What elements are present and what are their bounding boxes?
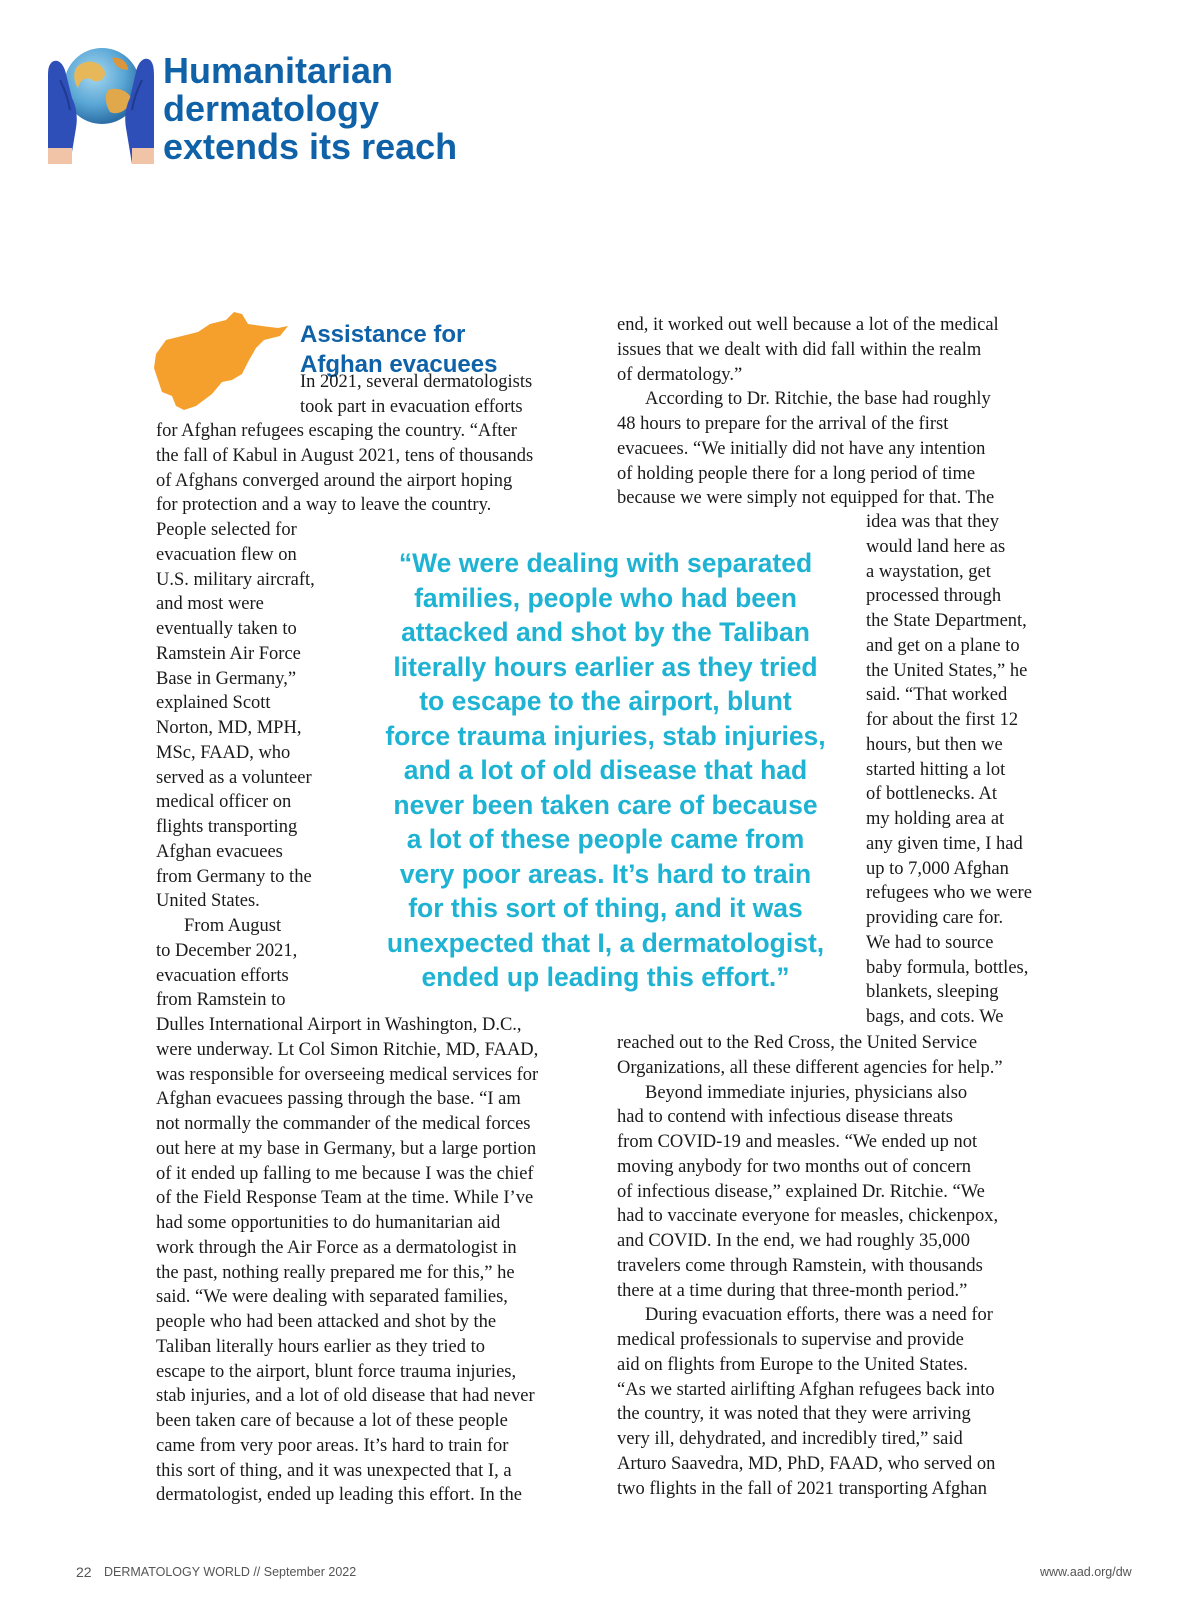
text-line: Taliban literally hours earlier as they tried to xyxy=(156,1336,486,1357)
text-line: would land here as xyxy=(866,536,1006,557)
text-line: of Afghans converged around the airport hoping xyxy=(156,470,513,491)
pull-quote-line: for this sort of thing, and it was xyxy=(408,893,803,923)
text-line: said. “We were dealing with separated families, xyxy=(156,1287,508,1308)
pull-quote-line: unexpected that I, a dermatologist, xyxy=(386,927,825,958)
text-line: stab injuries, and a lot of old disease that had never xyxy=(156,1386,535,1407)
text-line: up to 7,000 Afghan xyxy=(866,858,1009,879)
text-line: and most were xyxy=(156,594,264,615)
text-line: travelers come through Ramstein, with thousands xyxy=(617,1255,983,1276)
text-line: not normally the commander of the medical forces xyxy=(156,1114,531,1134)
text-line: were underway. Lt Col Simon Ritchie, MD, FAAD, xyxy=(156,1039,539,1060)
text-line: came from very poor areas. It’s hard to train for xyxy=(156,1435,509,1456)
pull-quote-line: a lot of these people came from xyxy=(406,824,805,854)
text-line: issues that we dealt with did fall within the realm xyxy=(617,339,982,360)
text-line: eventually taken to xyxy=(156,619,297,639)
text-line: had to vaccinate everyone for measles, chickenpox, xyxy=(617,1206,999,1227)
text-line: out here at my base in Germany, but a large portion xyxy=(156,1138,537,1159)
text-line: According to Dr. Ritchie, the base had roughly xyxy=(645,389,991,410)
text-line: had some opportunities to do humanitarian aid xyxy=(156,1213,501,1233)
globe-in-gloved-hands-icon xyxy=(48,40,154,164)
text-line: Beyond immediate injuries, physicians also xyxy=(645,1082,968,1103)
publication-info: DERMATOLOGY WORLD // September 2022 xyxy=(104,1565,357,1579)
text-line: for about the first 12 xyxy=(866,710,1019,730)
section-title-line: Afghan evacuees xyxy=(300,351,498,378)
text-line: Arturo Saavedra, MD, PhD, FAAD, who served on xyxy=(617,1453,996,1474)
text-line: this sort of thing, and it was unexpected that I, a xyxy=(156,1460,512,1481)
section-title-line: Assistance for xyxy=(300,321,466,348)
text-line: served as a volunteer xyxy=(156,767,312,788)
text-line: aid on flights from Europe to the United States. xyxy=(617,1354,968,1375)
text-line: Base in Germany,” xyxy=(156,668,297,689)
text-line: refugees who we were xyxy=(866,883,1032,904)
text-line: from COVID-19 and measles. “We ended up not xyxy=(617,1132,978,1152)
pull-quote-line: “We were dealing with separated xyxy=(398,548,813,578)
text-line: took part in evacuation efforts xyxy=(300,396,523,417)
text-line: the State Department, xyxy=(866,611,1027,631)
text-line: “As we started airlifting Afghan refugees back into xyxy=(617,1379,995,1400)
text-line: and COVID. In the end, we had roughly 35,000 xyxy=(617,1231,970,1251)
text-line: Organizations, all these different agencies for help.” xyxy=(617,1057,1003,1078)
text-line: In 2021, several dermatologists xyxy=(300,372,533,392)
pull-quote-line: literally hours earlier as they tried xyxy=(393,651,818,682)
headline-line: extends its reach xyxy=(163,126,458,167)
headline-line: dermatology xyxy=(163,88,380,129)
text-line: Ramstein Air Force xyxy=(156,643,301,664)
text-line: the past, nothing really prepared me for this,” he xyxy=(156,1262,515,1283)
pull-quote-line: and a lot of old disease that had xyxy=(403,755,808,785)
afghanistan-map-icon xyxy=(152,310,292,412)
text-line: dermatologist, ended up leading this effort. In the xyxy=(156,1485,522,1506)
text-line: hours, but then we xyxy=(866,734,1003,755)
text-line: baby formula, bottles, xyxy=(866,957,1029,978)
text-line: evacuation flew on xyxy=(156,544,297,565)
footer-url: www.aad.org/dw xyxy=(1040,1565,1132,1579)
text-line: very ill, dehydrated, and incredibly tired,” said xyxy=(617,1429,963,1449)
text-line: of infectious disease,” explained Dr. Ritchie. “We xyxy=(617,1181,985,1202)
pull-quote-line: to escape to the airport, blunt xyxy=(419,686,792,716)
text-line: of bottlenecks. At xyxy=(866,784,998,805)
text-line: had to contend with infectious disease threats xyxy=(617,1107,953,1128)
pull-quote-line: families, people who had been xyxy=(414,582,797,613)
text-line: of dermatology.” xyxy=(617,364,743,385)
text-line: from Ramstein to xyxy=(156,990,286,1011)
text-line: the country, it was noted that they were arriving xyxy=(617,1404,971,1425)
body-intro xyxy=(300,370,532,420)
pull-quote-line: attacked and shot by the Taliban xyxy=(401,617,810,647)
pull-quote xyxy=(368,546,843,995)
text-line: medical officer on xyxy=(156,792,292,813)
text-line: Norton, MD, MPH, xyxy=(156,718,302,738)
text-line: providing care for. xyxy=(866,908,1004,928)
text-line: Afghan evacuees passing through the base. “I am xyxy=(156,1089,521,1110)
text-line: From August xyxy=(184,916,282,936)
text-line: Afghan evacuees xyxy=(156,841,283,862)
text-line: of it ended up falling to me because I was the chief xyxy=(156,1163,534,1184)
text-line: my holding area at xyxy=(866,809,1005,829)
text-line: moving anybody for two months out of concern xyxy=(617,1156,972,1177)
body-col2-bottom xyxy=(617,1031,1003,1501)
text-line: explained Scott xyxy=(156,693,271,714)
pull-quote-line: force trauma injuries, stab injuries, xyxy=(385,720,826,751)
text-line: been taken care of because a lot of these people xyxy=(156,1411,508,1431)
text-line: reached out to the Red Cross, the United Service xyxy=(617,1033,978,1053)
text-line: because we were simply not equipped for that. The xyxy=(617,488,995,509)
text-line: evacuees. “We initially did not have any intention xyxy=(617,438,986,459)
body-col2-top xyxy=(617,313,999,511)
text-line: People selected for xyxy=(156,520,297,540)
text-line: for protection and a way to leave the country. xyxy=(156,495,492,516)
text-line: for Afghan refugees escaping the country. “After xyxy=(156,421,517,441)
text-line: medical professionals to supervise and provide xyxy=(617,1330,964,1350)
text-line: processed through xyxy=(866,586,1002,607)
text-line: said. “That worked xyxy=(866,685,1008,706)
text-line: started hitting a lot xyxy=(866,759,1006,780)
text-line: bags, and cots. We xyxy=(866,1007,1004,1027)
body-col1-narrow xyxy=(156,518,315,1013)
text-line: MSc, FAAD, who xyxy=(156,742,291,763)
text-line: the fall of Kabul in August 2021, tens of thousands xyxy=(156,445,534,466)
page-number: 22 xyxy=(76,1564,92,1580)
pull-quote-line: very poor areas. It’s hard to train xyxy=(399,858,812,889)
text-line: Dulles International Airport in Washington, D.C., xyxy=(156,1015,522,1035)
headline-line: Humanitarian xyxy=(163,50,394,91)
text-line: to December 2021, xyxy=(156,940,298,961)
text-line: escape to the airport, blunt force trauma injuries, xyxy=(156,1361,517,1382)
text-line: and get on a plane to xyxy=(866,635,1020,656)
text-line: of holding people there for a long period of time xyxy=(617,463,976,484)
text-line: there at a time during that three-month period.” xyxy=(617,1280,968,1301)
body-col1-bottom xyxy=(156,1013,538,1508)
text-line: any given time, I had xyxy=(866,833,1023,854)
text-line: During evacuation efforts, there was a need for xyxy=(645,1305,993,1326)
text-line: from Germany to the xyxy=(156,866,312,887)
pull-quote-line: never been taken care of because xyxy=(393,789,818,820)
text-line: two flights in the fall of 2021 transporting Afghan xyxy=(617,1478,987,1499)
text-line: We had to source xyxy=(866,932,994,953)
text-line: work through the Air Force as a dermatologist in xyxy=(156,1237,517,1258)
text-line: of the Field Response Team at the time. While I’ve xyxy=(156,1188,534,1209)
body-col2-narrow xyxy=(866,510,1032,1030)
text-line: United States. xyxy=(156,891,260,912)
text-line: 48 hours to prepare for the arrival of the first xyxy=(617,414,949,434)
body-col1-wide xyxy=(156,419,533,518)
text-line: the United States,” he xyxy=(866,660,1028,681)
text-line: U.S. military aircraft, xyxy=(156,569,315,590)
text-line: flights transporting xyxy=(156,817,298,837)
pull-quote-line: ended up leading this effort.” xyxy=(421,962,790,992)
text-line: people who had been attacked and shot by the xyxy=(156,1312,497,1332)
text-line: idea was that they xyxy=(866,512,1000,532)
page-headline xyxy=(163,52,457,166)
text-line: end, it worked out well because a lot of the medical xyxy=(617,315,999,335)
text-line: a waystation, get xyxy=(866,561,991,582)
text-line: blankets, sleeping xyxy=(866,982,999,1003)
text-line: was responsible for overseeing medical services for xyxy=(156,1064,539,1085)
text-line: evacuation efforts xyxy=(156,965,289,986)
